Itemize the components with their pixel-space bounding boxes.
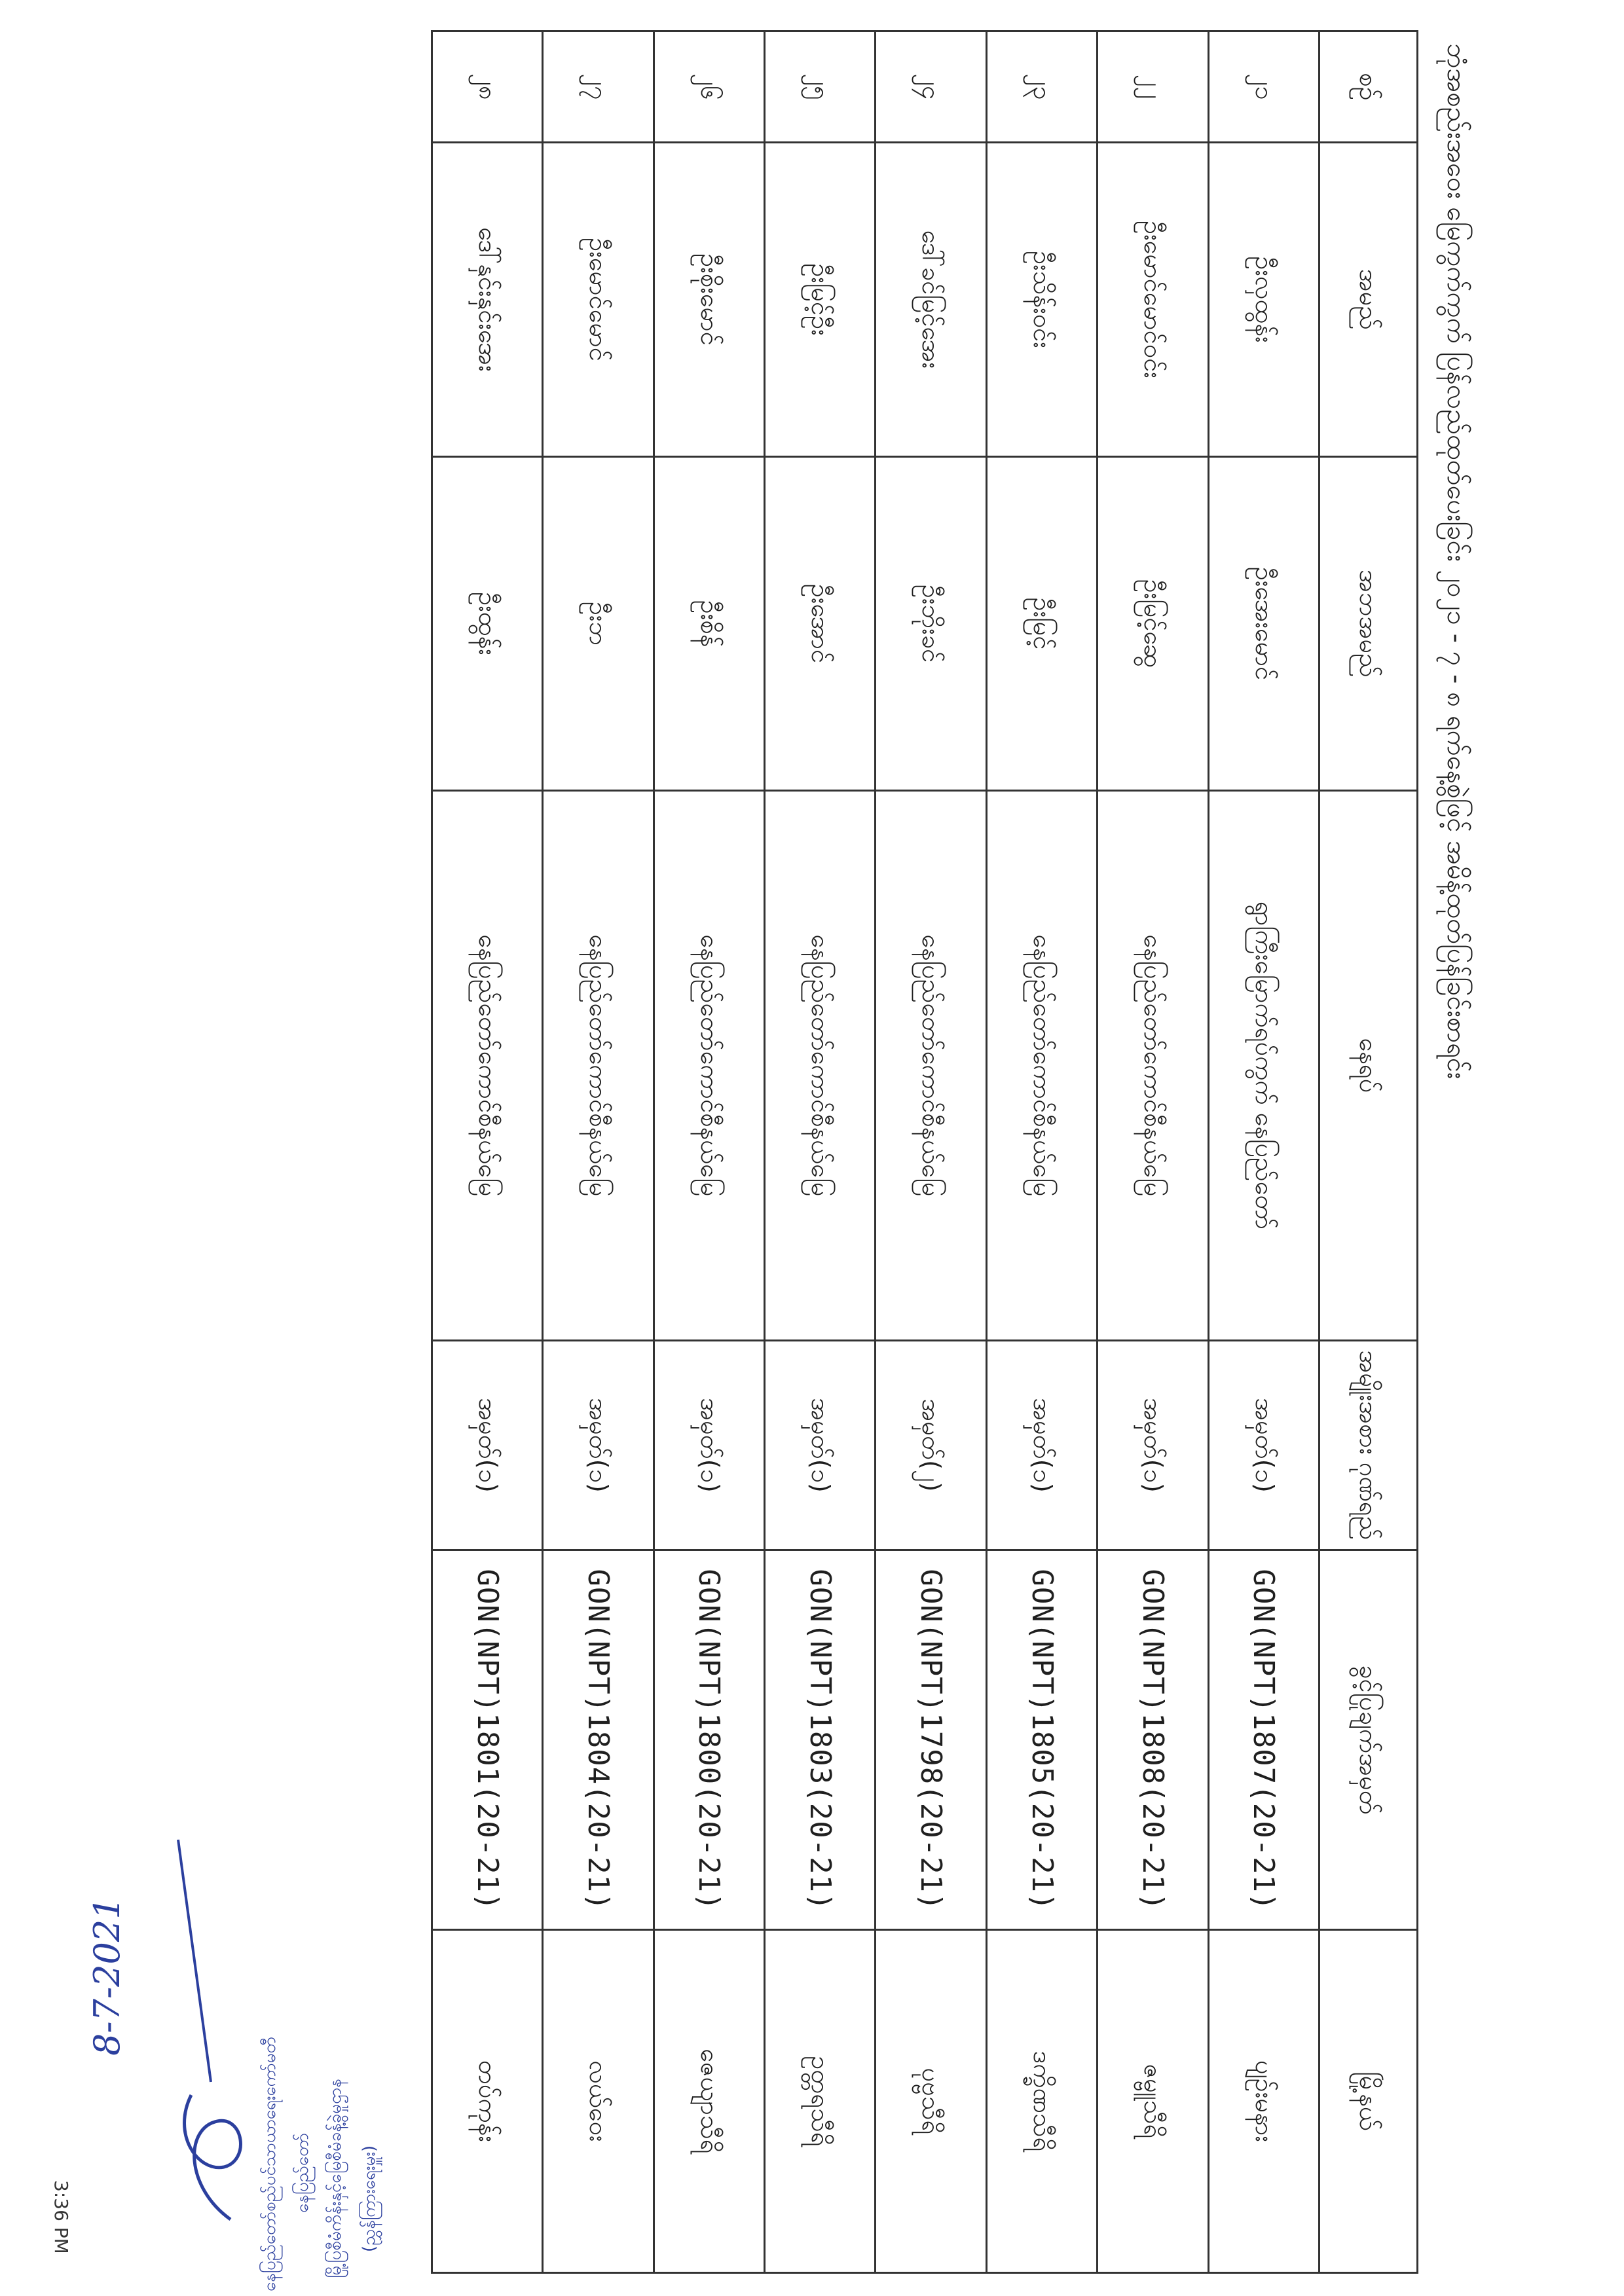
cell-father: ဦးဘ [543,457,654,791]
cell-father: ဦးအေးမောင် [1208,457,1319,791]
stamp-line-3: မြို့ပြစီမံကိန်းနှင့်မြေစီမံခန့်ခွဲမှုဌာန [325,2079,345,2278]
cell-category: အမှတ်(၁) [765,1341,876,1550]
cell-father: ဦးမြင့် [986,457,1097,791]
cell-address: နေပြည်တော်ကောင်စီနယ်မြေ [1098,791,1208,1341]
cell-father: ဦးစိန် [654,457,764,791]
cell-category: အမှတ်(၁) [1098,1341,1208,1550]
cell-permit: GON(NPT)1808(20-21) [1098,1550,1208,1930]
table-row [986,31,1097,2273]
print-time: 3:36 PM [50,2180,72,2254]
signature-line [178,1840,211,2082]
cell-township: တပ်ကုန်း [432,1930,543,2273]
cell-category: အမှတ်(၁) [1208,1341,1319,1550]
header-father: အဘအမည် [1320,457,1418,791]
stamp-line-2: နေပြည်တော် [293,2132,312,2213]
cell-category: အမှတ်(၁) [654,1341,764,1550]
cell-father: ဦးထွန်း [432,457,543,791]
cell-sr: ၂၅ [765,31,876,143]
cell-name: ဦးမြင့်ဦး [765,143,876,457]
cell-township: လယ်ဝေး [543,1930,654,2273]
cell-permit: GON(NPT)1807(20-21) [1208,1550,1319,1930]
cell-sr: ၂၂ [1098,31,1208,143]
cell-sr: ၂၄ [876,31,986,143]
signature-stroke [185,2095,241,2219]
cell-address: နေပြည်တော်ကောင်စီနယ်မြေ [543,791,654,1341]
cell-permit: GON(NPT)1798(20-21) [876,1550,986,1930]
header-category: အမျိုးအစား ဂုဏ်ရည် [1320,1341,1418,1550]
cell-permit: GON(NPT)1804(20-21) [543,1550,654,1930]
header-sr: စဉ် [1320,31,1418,143]
cell-township: ပျဉ်းမနား [1208,1930,1319,2273]
cell-category: အမှတ်(၁) [986,1341,1097,1550]
cell-address: နေပြည်တော်ကောင်စီနယ်မြေ [654,791,764,1341]
cell-sr: ၂၈ [432,31,543,143]
rotated-document [431,30,1484,2272]
cell-permit: GON(NPT)1805(20-21) [986,1550,1097,1930]
table-row [1098,31,1208,2273]
cell-address: ရွာကြီးမြောက်ရပ်ကွက် နေပြည်တော် [1208,791,1319,1341]
cell-father: ဦးမြင့်ဆွေ [1098,457,1208,791]
cell-sr: ၂၆ [654,31,764,143]
header-address: နေရပ် [1320,791,1418,1341]
cell-township: ဒက္ခိဏသီရိ [986,1930,1097,2273]
stamp-line-4: (ညွှန်ကြားရေးမှူး) [360,2145,379,2252]
cell-address: နေပြည်တော်ကောင်စီနယ်မြေ [432,791,543,1341]
cell-name: ဦးလှထွန်း [1208,143,1319,457]
table-row [1208,31,1319,2273]
cell-name: ဦးစိုးမောင် [654,143,764,457]
table-row [765,31,876,2273]
table-row [876,31,986,2273]
cell-name: ဦးသိန်းဝင်း [986,143,1097,457]
cell-name: ဦးမောင်မောင်ဝင်း [1098,143,1208,457]
header-permit: ခွင့်ပြုချက်အမှတ် [1320,1550,1418,1930]
cell-township: ဇေယျာသီရိ [654,1930,764,2273]
cell-permit: GON(NPT)1800(20-21) [654,1550,764,1930]
cell-name: ဦးမောင်မောင် [543,143,654,457]
cell-address: နေပြည်တော်ကောင်စီနယ်မြေ [986,791,1097,1341]
table-row [543,31,654,2273]
cell-sr: ၂၃ [986,31,1097,143]
official-stamp-and-signature [34,1702,401,2291]
permit-table [431,30,1418,2274]
cell-township: ဥတ္တရသီရိ [765,1930,876,2273]
cell-sr: ၂၇ [543,31,654,143]
cell-address: နေပြည်တော်ကောင်စီနယ်မြေ [765,791,876,1341]
cell-township: ပုဗ္ဗသီရိ [876,1930,986,2273]
table-row [654,31,764,2273]
cell-permit: GON(NPT)1803(20-21) [765,1550,876,1930]
cell-category: အမှတ်(၁) [543,1341,654,1550]
document-caption: ဘုံအစည်းအဝေး မြေကွက်ကွက် ပြန်လည်ထုတ်ပေးခြင်း ၂၀၂၁ - ၇ - ၈ ရက်နေ့စွဲဖြင့် အမိန့်ထုတ်ပြန်ခြင်းစာရင်း [1441,43,1471,1080]
cell-father: ဦးအောင် [765,457,876,791]
cell-township: ဇမ္ဗူသီရိ [1098,1930,1208,2273]
signature-date: 8-7-2021 [86,1897,128,2056]
cell-permit: GON(NPT)1801(20-21) [432,1550,543,1930]
table-row [432,31,543,2273]
cell-category: အမှတ်(၁) [432,1341,543,1550]
header-township: မြို့နယ် [1320,1930,1418,2273]
cell-name: ဒေါ်ခင်မြင့်အေး [876,143,986,457]
cell-category: အမှတ်(၂) [876,1341,986,1550]
cell-name: ဒေါ်နှင်းနှင်းအေး [432,143,543,457]
cell-address: နေပြည်တော်ကောင်စီနယ်မြေ [876,791,986,1341]
stamp-line-1: နေပြည်တော်စည်ပင်သာယာရေးကော်မတီ [260,2037,280,2291]
cell-sr: ၂၁ [1208,31,1319,143]
table-header-row [1320,31,1418,2273]
cell-father: ဦးဘိုးခင် [876,457,986,791]
header-name: အမည် [1320,143,1418,457]
